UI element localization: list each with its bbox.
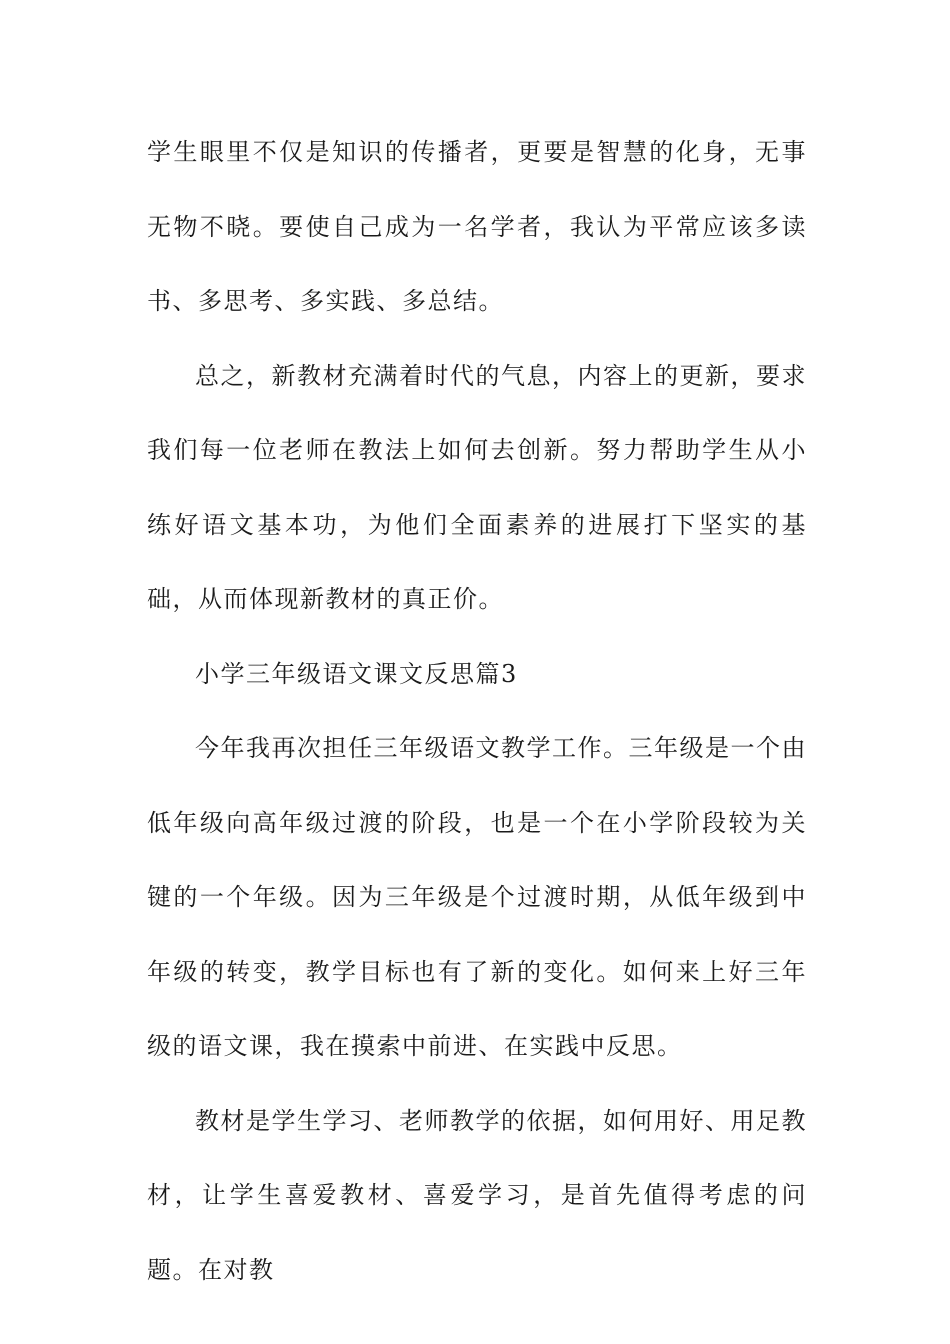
section-heading: 小学三年级语文课文反思篇3 [195, 659, 518, 688]
paragraph-textbook: 教材是学生学习、老师教学的依据，如何用好、用足教材，让学生喜爱教材、喜爱学习，是首先值得考虑的问题。在对教 [147, 1106, 807, 1284]
paragraph-continuation: 学生眼里不仅是知识的传播者，更要是智慧的化身，无事无物不晓。要使自己成为一名学者，我认为平常应该多读书、多思考、多实践、多总结。 [147, 138, 807, 315]
paragraph-conclusion: 总之，新教材充满着时代的气息，内容上的更新，要求我们每一位老师在教法上如何去创新。努力帮助学生从小练好语文基本功，为他们全面素养的进展打下坚实的基础，从而体现新教材的真正价。 [147, 361, 807, 613]
paragraph-intro: 今年我再次担任三年级语文教学工作。三年级是一个由低年级向高年级过渡的阶段，也是一个在小学阶段较为关键的一个年级。因为三年级是个过渡时期，从低年级到中年级的转变，教学目标也有了新的变化。如何来上好三年级的语文课，我在摸索中前进、在实践中反思。 [147, 734, 807, 1060]
document-body [147, 115, 807, 1307]
